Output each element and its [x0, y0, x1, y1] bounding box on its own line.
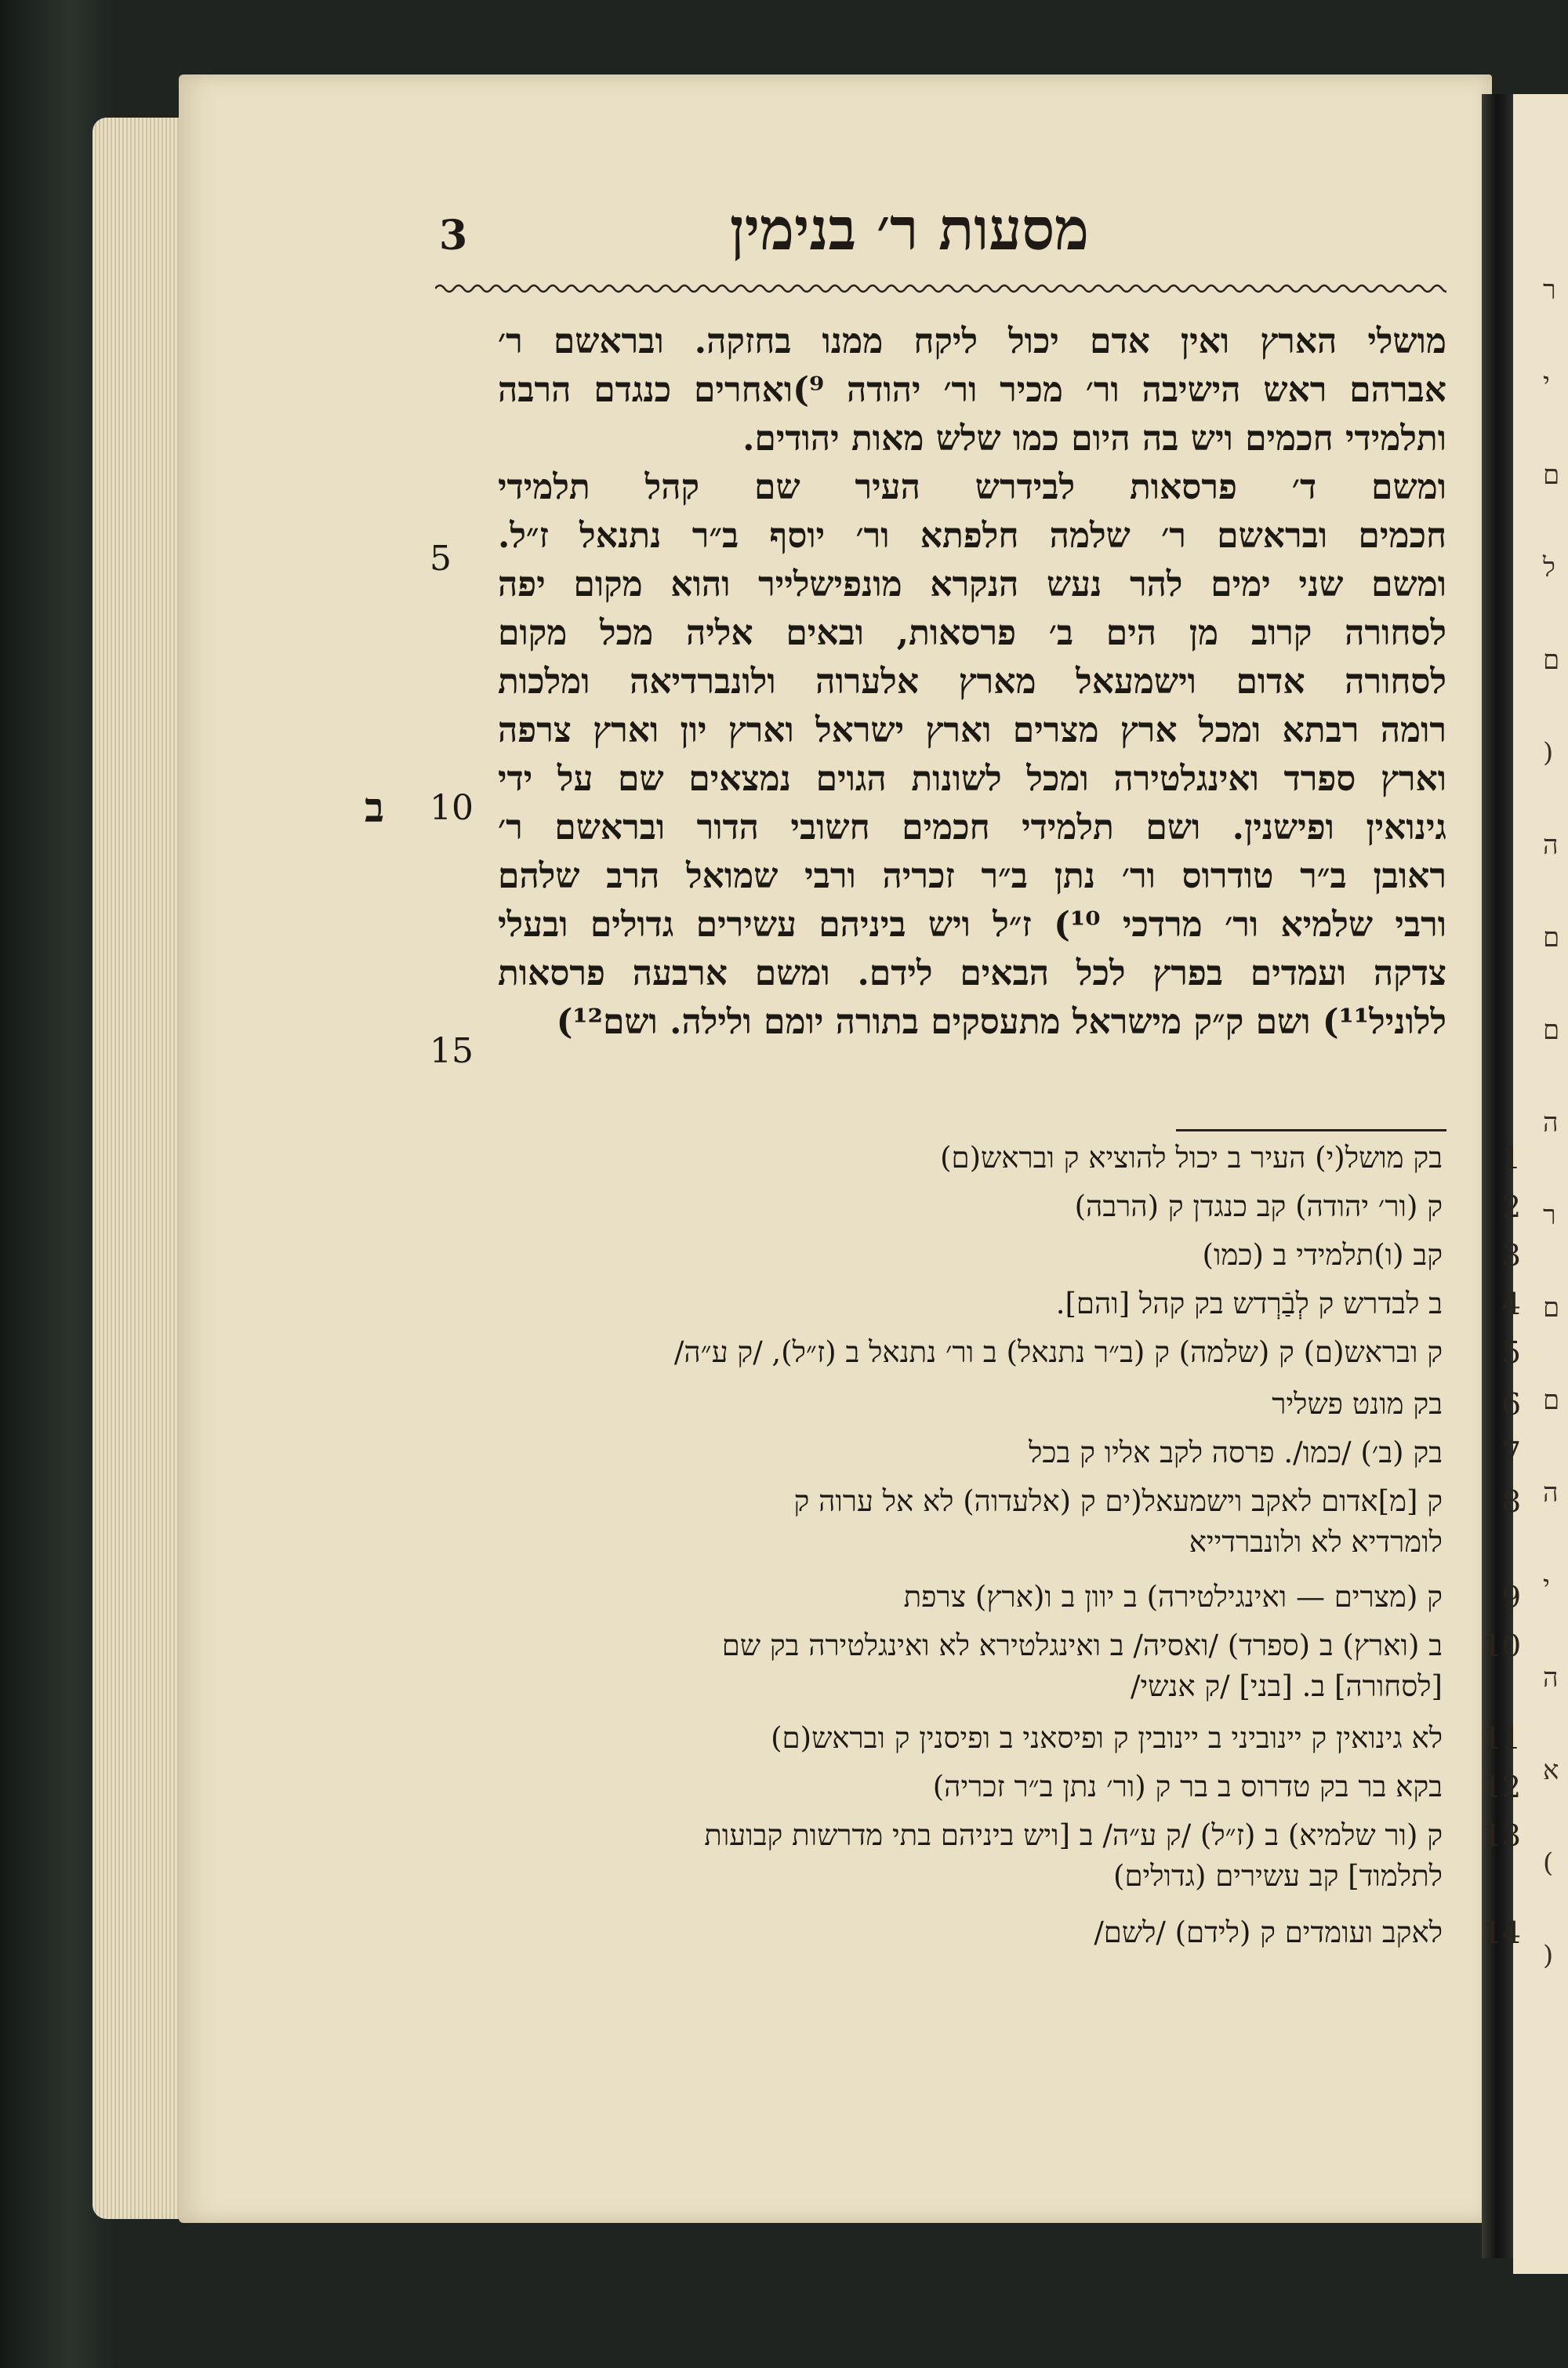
note-text: בק מונט פשליר: [1272, 1387, 1443, 1421]
note-row: [1094, 1916, 1521, 1950]
next-page-glyph: ר: [1543, 1200, 1556, 1231]
note-number: 14: [1483, 1916, 1521, 1950]
text-line: גינואין ופישנין. ושם תלמידי חכמים חשובי הדור ובראשם ר׳: [498, 808, 1446, 848]
note-text: ק (מצרים — ואינגילטירה) ב יוון ב ו(ארץ) צרפת: [903, 1580, 1443, 1614]
note-text: ב לבדרש ק לְבַֿרְדש בק קהל [והם].: [1055, 1287, 1443, 1320]
note-number: 6: [1501, 1387, 1521, 1422]
next-page-glyph: ): [1543, 1940, 1554, 1971]
note-number: 3: [1501, 1238, 1521, 1273]
note-number: 4: [1501, 1287, 1521, 1321]
note-number: 13: [1483, 1818, 1521, 1853]
note-text: ק ובראש(ם) ק (שלמה) ק (ב״ר נתנאל) ב ור׳ נתנאל ב (ז״ל), /ק ע״ה/: [673, 1335, 1443, 1369]
note-text: לא גינואין ק יינוביני ב יינובין ק ופיסאני ב ופיסנין ק ובראש(ם): [771, 1721, 1443, 1755]
text-line: צדקה ועמדים בפרץ לכל הבאים לידם. ומשם ארבעה פרסאות: [498, 953, 1446, 993]
note-row: [721, 1629, 1521, 1704]
running-title: מסעות ר׳ בנימין: [729, 196, 1090, 263]
text-line: ללוניל¹¹) ושם ק״ק מישראל מתעסקים בתורה יומם ולילה. ושם¹²): [556, 1002, 1446, 1042]
note-number: 9: [1501, 1580, 1521, 1614]
line-number-10: 10: [430, 788, 474, 828]
next-page-glyph: ה: [1543, 1107, 1559, 1139]
next-page-glyph: ם: [1543, 1015, 1560, 1046]
text-line: ורבי שלמיא ור׳ מרדכי ¹⁰) ז״ל ויש ביניהם עשירים גדולים ובעלי: [498, 905, 1446, 945]
next-page-glyph: ה: [1543, 1662, 1559, 1694]
note-number: 7: [1501, 1436, 1521, 1470]
note-text: ק (ור׳ יהודה) קב כנגדן ק (הרבה): [1074, 1189, 1443, 1223]
note-text: בק מושל(י) העיר ב יכול להוציא ק ובראש(ם): [940, 1141, 1443, 1175]
line-number-5: 5: [430, 539, 452, 579]
note-row: [1074, 1189, 1521, 1224]
page-number: 3: [439, 212, 468, 260]
note-row: [1202, 1238, 1521, 1273]
next-page-glyph: (: [1543, 1847, 1554, 1879]
text-line: ראובן ב״ר טודרוס ור׳ נתן ב״ר זכריה ורבי שמואל הרב שלהם: [498, 856, 1446, 896]
line-number-15: 15: [430, 1031, 474, 1071]
margin-letter: ב: [365, 784, 385, 832]
page-edges: [93, 118, 187, 2219]
footnote-rule: [1176, 1129, 1446, 1131]
note-row: [771, 1721, 1521, 1756]
note-row: [1272, 1387, 1521, 1422]
text-line: וארץ ספרד ואינגלטירה ומכל לשונות הגוים נמצאים שם על ידי: [498, 759, 1446, 799]
note-row: [673, 1335, 1521, 1370]
note-text: ק [מ]אדום לאקב וישמעאל(ים ק (אלעדוה) לא אל ערוה ק: [793, 1484, 1443, 1518]
note-number: 5: [1501, 1335, 1521, 1370]
wavy-rule: [435, 281, 1446, 296]
note-number: 8: [1501, 1484, 1521, 1519]
note-text: בקא בר בק טדרוס ב בר ק (ור׳ נתן ב״ר זכריה): [932, 1770, 1443, 1803]
text-line: חכמים ובראשם ר׳ שלמה חלפתא ור׳ יוסף ב״ר נתנאל ז״ל.: [498, 516, 1446, 556]
next-page-glyph: ם: [1543, 459, 1560, 491]
text-line: לסחורה אדום וישמעאל מארץ אלערוה ולונברדיאה ומלכות: [498, 662, 1446, 702]
note-row: [940, 1141, 1521, 1175]
text-line: לסחורה קרוב מן הים ב׳ פרסאות, ובאים אליה מכל מקום: [498, 613, 1446, 653]
note-number: 11: [1483, 1721, 1521, 1756]
note-row: [704, 1818, 1521, 1894]
note-continuation: לתלמוד] קב עשירים (גדולים): [1113, 1859, 1443, 1893]
next-page-glyph: ): [1543, 737, 1554, 768]
main-text: [498, 318, 1446, 1047]
note-number: 2: [1501, 1189, 1521, 1224]
note-row: [793, 1484, 1521, 1560]
note-continuation: [לסחורה] ב. [בני] /ק אנשי/: [1131, 1669, 1443, 1703]
next-page-glyph: ה: [1543, 1477, 1559, 1509]
next-page-strip: [1513, 94, 1568, 2274]
note-row: [1029, 1436, 1521, 1470]
note-number: 12: [1483, 1770, 1521, 1804]
note-text: ב (וארץ) ב (ספרד) /ואסיה/ ב ואינגלטירא לא ואינגלטירה בק שם: [721, 1629, 1443, 1662]
note-text: ק (ור שלמיא) ב (ז״ל) /ק ע״ה/ ב [ויש ביניהם בתי מדרשות קבועות: [704, 1818, 1443, 1852]
next-page-glyph: ם: [1543, 1385, 1560, 1416]
text-line: ומשם ד׳ פרסאות לבידרש העיר שם קהל תלמידי: [498, 467, 1446, 507]
text-line: אברהם ראש הישיבה ור׳ מכיר ור׳ יהודה ⁹)ואחרים כנגדם הרבה: [498, 370, 1446, 410]
next-page-glyph: א: [1543, 1755, 1559, 1786]
note-continuation: לומרדיא לא ולונברדייא: [1189, 1525, 1443, 1559]
next-page-glyph: ר: [1543, 274, 1556, 306]
next-page-glyph: ל: [1543, 552, 1555, 583]
next-page-glyph: י: [1543, 367, 1550, 398]
note-text: לאקב ועומדים ק (לידם) /לשם/: [1094, 1916, 1443, 1949]
note-number: 10: [1483, 1629, 1521, 1663]
text-line: ותלמידי חכמים ויש בה היום כמו שלש מאות יהודים.: [742, 419, 1446, 459]
note-row: [932, 1770, 1521, 1804]
next-page-glyph: י: [1543, 1570, 1550, 1601]
note-row: [1055, 1287, 1521, 1321]
text-line: רומה רבתא ומכל ארץ מצרים וארץ ישראל וארץ יון וארץ צרפה: [498, 710, 1446, 750]
next-page-glyph: ם: [1543, 1292, 1560, 1324]
text-line: מושלי הארץ ואין אדם יכול ליקח ממנו בחזקה. ובראשם ר׳: [498, 321, 1446, 361]
next-page-glyph: ם: [1543, 922, 1560, 953]
note-number: 1: [1501, 1141, 1521, 1175]
note-text: קב (ו)תלמידי ב (כמו): [1202, 1238, 1443, 1272]
next-page-glyph: ה: [1543, 830, 1559, 861]
next-page-glyph: ם: [1543, 645, 1560, 676]
text-line: ומשם שני ימים להר נעש הנקרא מונפישלייר והוא מקום יפה: [498, 565, 1446, 605]
note-row: [903, 1580, 1521, 1614]
note-text: בק (ב׳) /כמו/. פרסה לקב אליו ק בכל: [1029, 1436, 1443, 1469]
